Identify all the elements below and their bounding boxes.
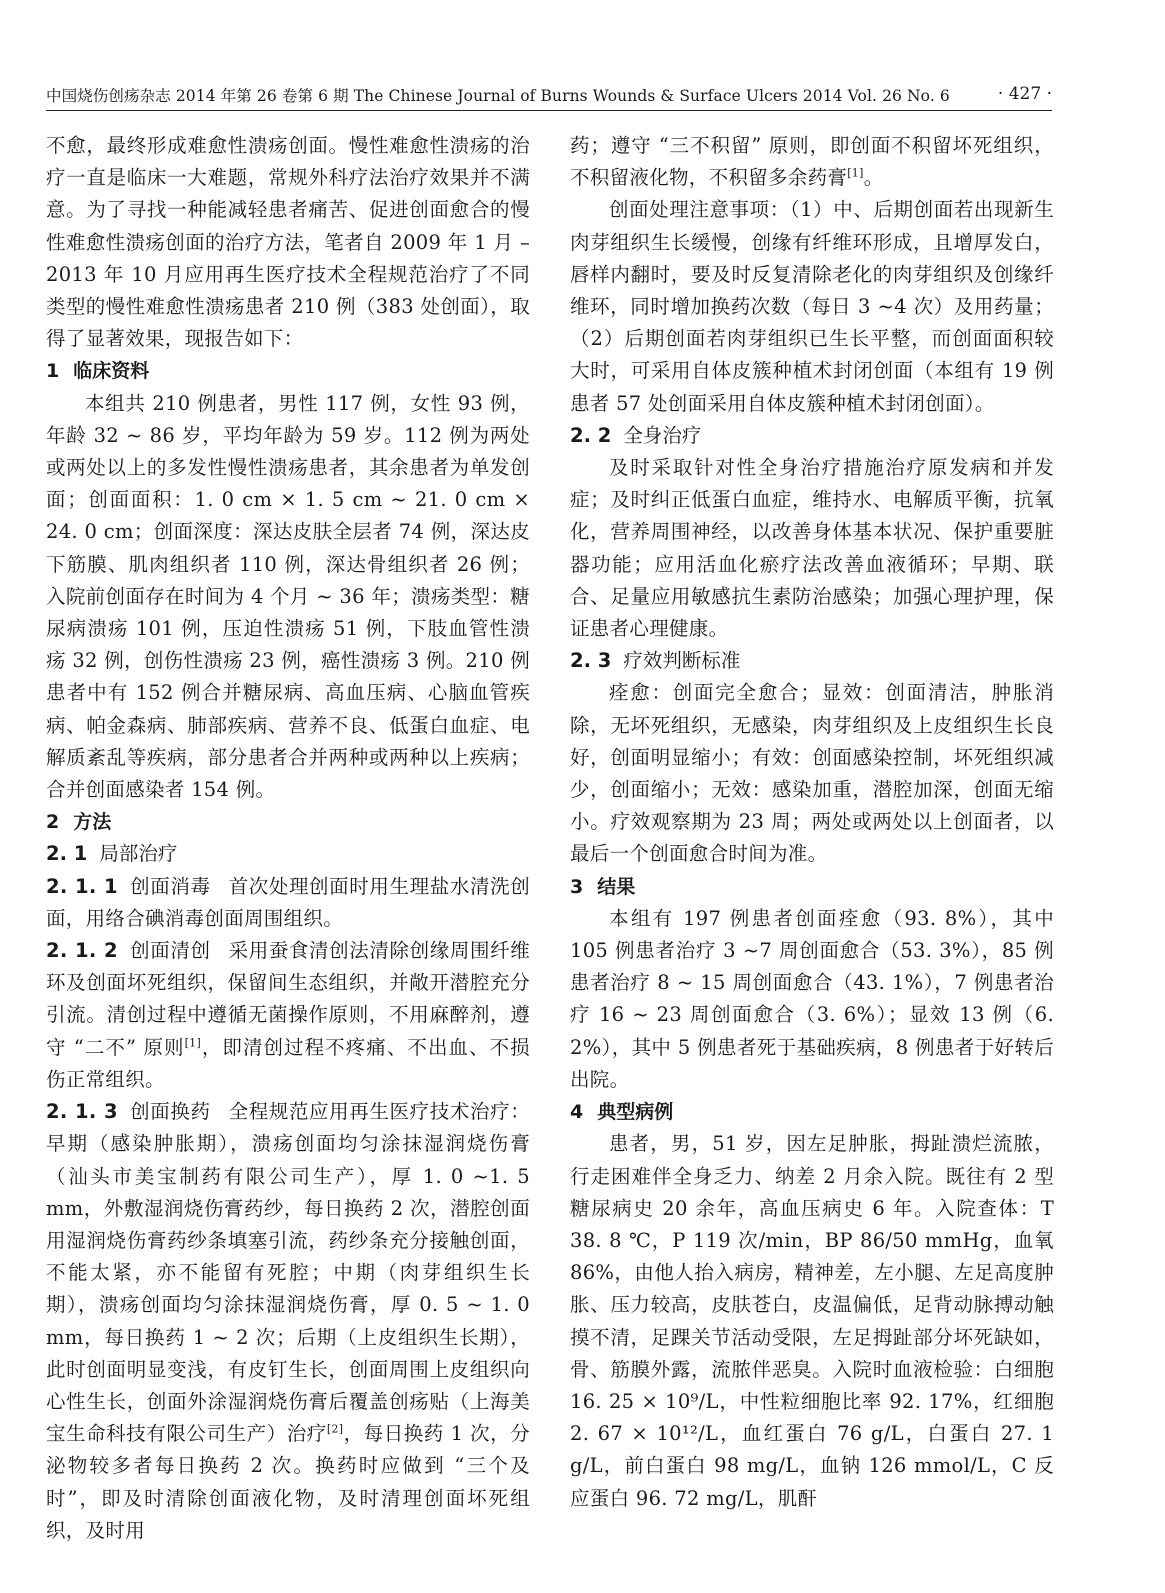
results-paragraph: 本组有 197 例患者创面痊愈（93. 8%），其中 105 例患者治疗 3 ~7 周创面愈合（53. 3%），85 例患者治疗 8 ~ 15 周创面愈合（43. 1%），7 例患者治疗 16 ~ 23 周创面愈合（3. 6%）；显效 13 例（6. 2%），其中 5 例患者死于基础疾病，8 例患者于好转后出院。 — [570, 906, 1054, 1091]
subsection-text: 全程规范应用再生医疗技术治疗：早期（感染肿胀期），溃疡创面均匀涂抹湿润烧伤膏（汕头市美宝制药有限公司生产），厚 1. 0 ~1. 5 mm，外敷湿润烧伤膏药纱，每日换药 2 次，潜腔创面用湿润烧伤膏药纱条填塞引流，药纱条充分接触创面，不能太紧，亦不能留有死腔；中期（肉芽组织生长期），溃疡创面均匀涂抹湿润烧伤膏，厚 0. 5 ~ 1. 0 mm，每日换药 1 ~ 2 次；后期（上皮组织生长期），此时创面明显变浅，有皮钉生长，创面周围上皮组织向心性生长，创面外涂湿润烧伤膏后覆盖创疡贴（上海美宝生命科技有限公司生产）治疗 — [46, 1100, 530, 1446]
subsection-number: 2. 1. 1 — [46, 874, 118, 898]
section-title: 典型病例 — [597, 1101, 674, 1124]
subsection-number: 2. 2 — [570, 423, 612, 447]
section-heading-methods — [46, 806, 530, 838]
section-title: 临床资料 — [73, 360, 150, 383]
subsection-heading-local-treatment — [46, 838, 530, 870]
header-rule — [46, 110, 1052, 111]
page-header — [46, 84, 1052, 110]
subsection-title: 疗效判断标准 — [623, 649, 741, 673]
citation: [1] — [184, 1036, 202, 1050]
section-number: 1 — [46, 360, 60, 383]
page-number: · 427 · — [997, 84, 1052, 104]
section-number: 4 — [570, 1101, 584, 1124]
subsection-number: 2. 3 — [570, 649, 612, 673]
subsection-heading-systemic-treatment — [570, 420, 1054, 452]
wound-disinfection-paragraph — [46, 871, 530, 935]
clinical-data-paragraph: 本组共 210 例患者，男性 117 例，女性 93 例，年龄 32 ~ 86 岁，平均年龄为 59 岁。112 例为两处或两处以上的多发性慢性溃疡患者，其余患者为单发创面；创面面积：1. 0 cm × 1. 5 cm ~ 21. 0 cm × 24. 0 cm；创面深度：深达皮肤全层者 74 例，深达皮下筋膜、肌肉组织者 110 例，深达骨组织者 26 例；入院前创面存在时间为 4 个月 ~ 36 年；溃疡类型：糖尿病溃疡 101 例，压迫性溃疡 51 例，下肢血管性溃疡 32 例，创伤性溃疡 23 例，癌性溃疡 3 例。210 例患者中有 152 例合并糖尿病、高血压病、心脑血管疾病、帕金森病、肺部疾病、营养不良、低蛋白血症、电解质紊乱等疾病，部分患者合并两种或两种以上疾病；合并创面感染者 154 例。 — [46, 391, 530, 802]
journal-running-head: 中国烧伤创疡杂志 2014 年第 26 卷第 6 期 The Chinese Journal of Burns Wounds & Surface Ulcers 2014 Vol. 26 No. 6 — [46, 87, 950, 105]
section-title: 方法 — [73, 811, 112, 834]
section-heading-typical-case — [570, 1096, 1054, 1128]
citation: [2] — [326, 1422, 344, 1436]
section-number: 3 — [570, 875, 584, 898]
dressing-change-paragraph — [46, 1096, 530, 1547]
typical-case-paragraph: 患者，男，51 岁，因左足肿胀，拇趾溃烂流脓，行走困难伴全身乏力、纳差 2 月余入院。既往有 2 型糖尿病史 20 余年，高血压病史 6 年。入院查体：T 38. 8 ℃，P 119 次/min，BP 86/50 mmHg，血氧 86%，由他人抬入病房，精神差，左小腿、左足高度肿胀、压力较高，皮肤苍白，皮温偏低，足背动脉搏动触摸不清，足踝关节活动受限，左足拇趾部分坏死缺如，骨、筋膜外露，流脓伴恶臭。入院时血液检验：白细胞 16. 25 × 10⁹/L，中性粒细胞比率 92. 17%，红细胞 2. 67 × 10¹²/L，血红蛋白 76 g/L，白蛋白 27. 1 g/L，前白蛋白 98 mg/L，血钠 126 mmol/L，C 反应蛋白 96. 72 mg/L，肌酐 — [570, 1132, 1054, 1510]
systemic-treatment-paragraph: 及时采取针对性全身治疗措施治疗原发病和并发症；及时纠正低蛋白血症，维持水、电解质平衡，抗氧化，营养周围神经，以改善身体基本状况、保护重要脏器功能；应用活血化瘀疗法改善血液循环；早期、联合、足量应用敏感抗生素防治感染；加强心理护理，保证患者心理健康。 — [570, 456, 1054, 641]
right-column — [570, 130, 1054, 1515]
subsection-title: 全身治疗 — [623, 423, 702, 447]
left-column — [46, 130, 530, 1547]
subsection-title: 创面消毒 — [129, 874, 211, 898]
efficacy-criteria-paragraph: 痊愈：创面完全愈合；显效：创面清洁，肿胀消除，无坏死组织，无感染，肉芽组织及上皮组织生长良好，创面明显缩小；有效：创面感染控制，坏死组织减少，创面缩小；无效：感染加重，潜腔加深，创面无缩小。疗效观察期为 23 周；两处或两处以上创面者，以最后一个创面愈合时间为准。 — [570, 681, 1054, 866]
subsection-text: 首次处理创面时用生理盐水清洗创面，用络合碘消毒创面周围组织。 — [46, 874, 530, 930]
section-number: 2 — [46, 811, 60, 834]
subsection-number: 2. 1. 2 — [46, 939, 118, 963]
subsection-number: 2. 1 — [46, 842, 88, 866]
section-title: 结果 — [597, 875, 636, 898]
subsection-title: 局部治疗 — [99, 842, 178, 866]
intro-paragraph: 不愈，最终形成难愈性溃疡创面。慢性难愈性溃疡的治疗一直是临床一大难题，常规外科疗法治疗效果并不满意。为了寻找一种能减轻患者痛苦、促进创面愈合的慢性难愈性溃疡创面的治疗方法，笔者自 2009 年 1 月 –2013 年 10 月应用再生医疗技术全程规范治疗了不同类型的慢性难愈性溃疡患者 210 例（383 处创面），取得了显著效果，现报告如下： — [46, 134, 530, 351]
subsection-heading-efficacy-criteria — [570, 645, 1054, 677]
subsection-title: 创面清创 — [129, 939, 211, 963]
debridement-paragraph — [46, 935, 530, 1096]
section-heading-clinical-data — [46, 355, 530, 387]
subsection-text: ，即清创过程不疼痛、不出血、不损伤正常组织。 — [46, 1035, 530, 1091]
paragraph-text: 。 — [863, 166, 884, 190]
paragraph-text: 药；遵守 “三不积留” 原则，即创面不积留坏死组织，不积留液化物，不积留多余药膏 — [570, 134, 1054, 190]
citation: [1] — [847, 166, 864, 180]
subsection-text: 采用蚕食清创法清除创缘周围纤维环及创面坏死组织，保留间生态组织，并敞开潜腔充分引流。清创过程中遵循无菌操作原则，不用麻醉剂，遵守 “二不” 原则 — [46, 939, 530, 1059]
section-heading-results — [570, 871, 1054, 903]
wound-care-notes-paragraph: 创面处理注意事项：（1）中、后期创面若出现新生肉芽组织生长缓慢，创缘有纤维环形成，且增厚发白，唇样内翻时，要及时反复清除老化的肉芽组织及创缘纤维环，同时增加换药次数（每日 3 ~4 次）及用药量；（2）后期创面若肉芽组织已生长平整，而创面面积较大时，可采用自体皮簇种植术封闭创面（本组有 19 例患者 57 处创面采用自体皮簇种植术封闭创面）。 — [570, 198, 1054, 415]
continued-paragraph — [570, 130, 1054, 194]
subsection-title: 创面换药 — [129, 1100, 211, 1124]
subsection-number: 2. 1. 3 — [46, 1100, 118, 1124]
subsection-text: ，每日换药 1 次，分泌物较多者每日换药 2 次。换药时应做到 “三个及时”，即及时清除创面液化物，及时清理创面坏死组织，及时用 — [46, 1422, 531, 1542]
